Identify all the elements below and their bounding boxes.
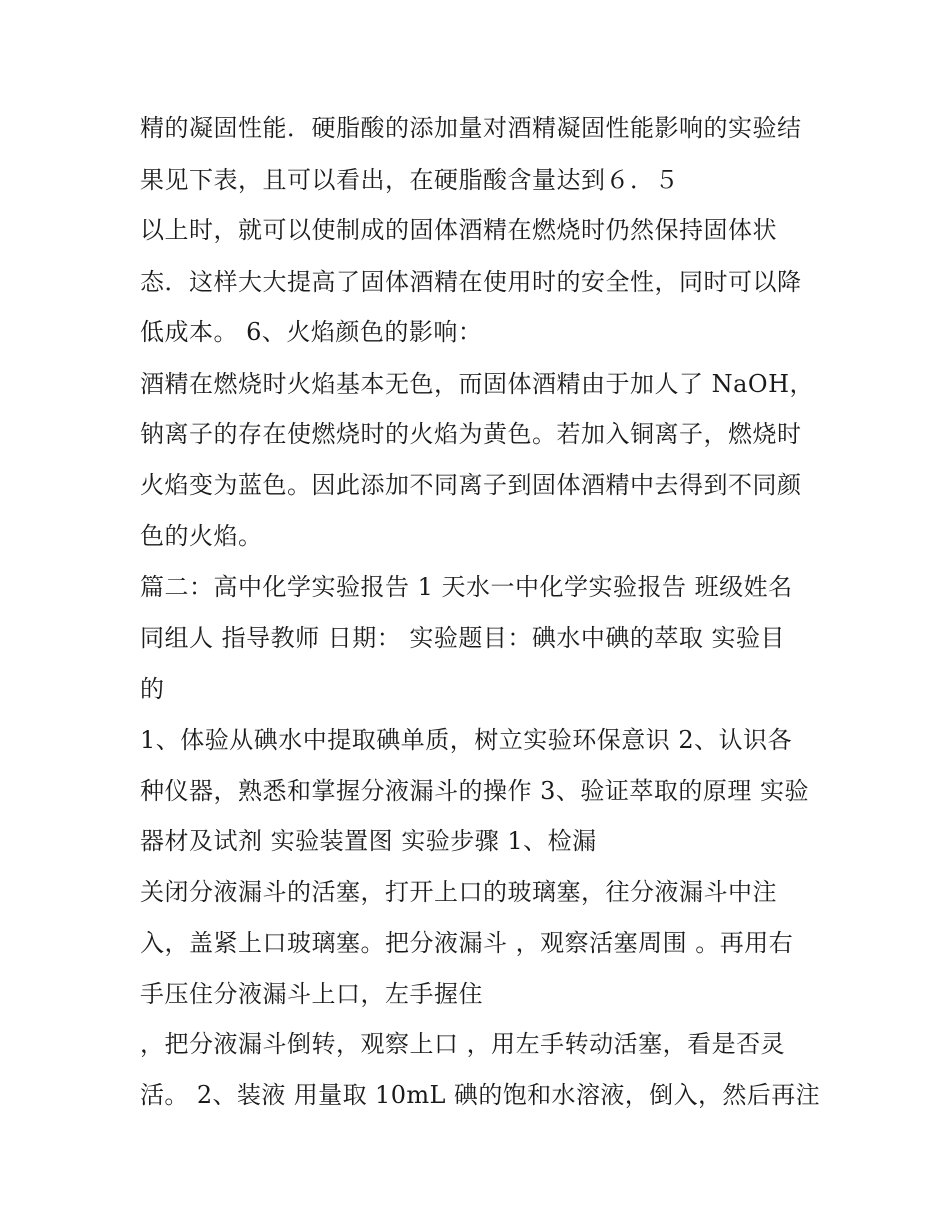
- text-line: 钠离子的存在使燃烧时的火焰为黄色。若加入铜离子，燃烧时: [140, 420, 802, 448]
- text-line: 低成本。 6、火焰颜色的影响：: [140, 318, 483, 346]
- text-line: 火焰变为蓝色。因此添加不同离子到固体酒精中去得到不同颜: [140, 471, 802, 499]
- text-line: 手压住分液漏斗上口，左手握住: [140, 980, 483, 1008]
- text-line: 器材及试剂 实验装置图 实验步骤 1、检漏: [140, 827, 597, 855]
- text-line: 关闭分液漏斗的活塞，打开上口的玻璃塞，往分液漏斗中注: [140, 878, 777, 906]
- text-line: 1、体验从碘水中提取碘单质，树立实验环保意识 2、认识各: [140, 726, 793, 754]
- text-line: ，把分液漏斗倒转，观察上口 ，用左手转动活塞，看是否灵: [140, 1030, 786, 1058]
- text-line: 种仪器，熟悉和掌握分液漏斗的操作 3、验证萃取的原理 实验: [140, 777, 810, 805]
- text-line: 果见下表，且可以看出，在硬脂酸含量达到６．５: [140, 166, 679, 194]
- text-line: 色的火焰。: [140, 522, 263, 550]
- text-line: 酒精在燃烧时火焰基本无色，而固体酒精由于加人了 NaOH，: [140, 370, 815, 398]
- text-line: 态．这样大大提高了固体酒精在使用时的安全性，同时可以降: [140, 268, 802, 296]
- text-line: 入，盖紧上口玻璃塞。把分液漏斗 ，观察活塞周围 。再用右: [140, 929, 794, 957]
- text-line: 的: [140, 675, 165, 703]
- text-line: 同组人 指导教师 日期： 实验题目：碘水中碘的萃取 实验目: [140, 624, 786, 652]
- text-line: 活。 2、装液 用量取 10mL 碘的饱和水溶液，倒入，然后再注: [140, 1081, 821, 1109]
- text-line: 篇二：高中化学实验报告 1 天水一中化学实验报告 班级姓名: [140, 573, 793, 601]
- text-line: 以上时，就可以使制成的固体酒精在燃烧时仍然保持固体状: [140, 216, 777, 244]
- text-line: 精的凝固性能．硬脂酸的添加量对酒精凝固性能影响的实验结: [140, 114, 802, 142]
